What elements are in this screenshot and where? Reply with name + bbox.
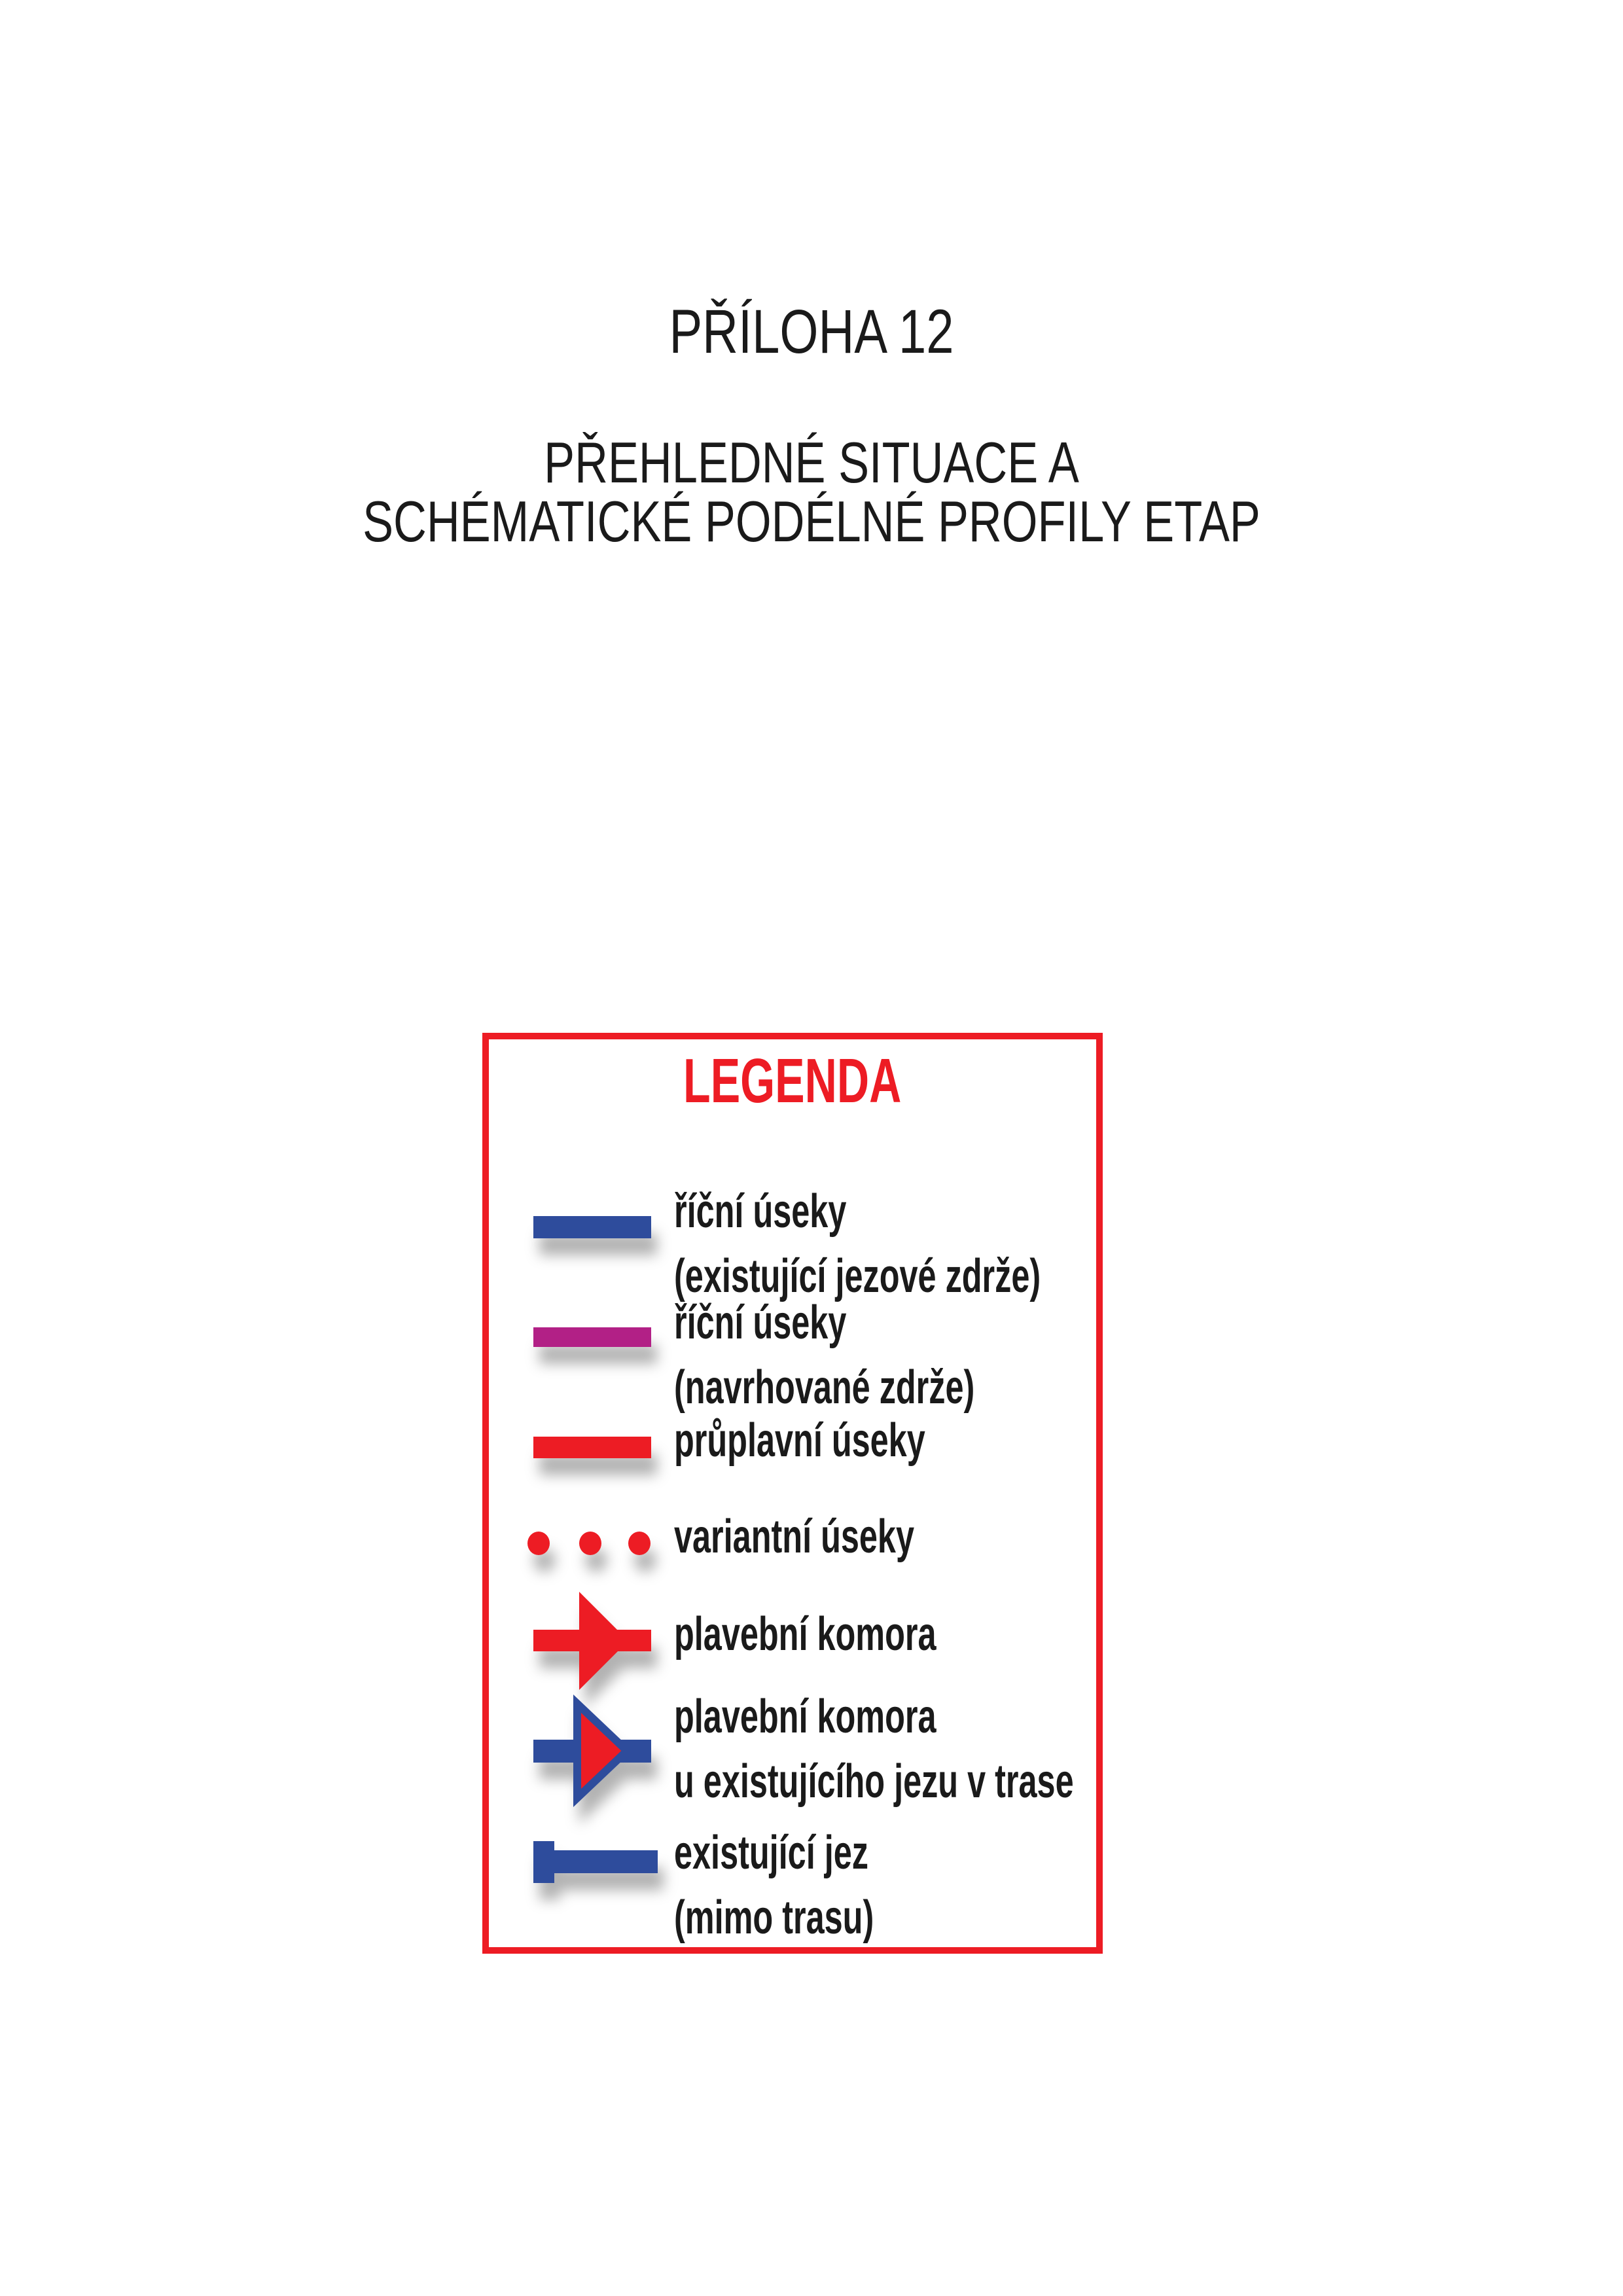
legend-label-line: (existující jezové zdrže) bbox=[674, 1250, 1041, 1302]
legend-label-line: (mimo trasu) bbox=[674, 1892, 874, 1944]
lock-arrow-icon bbox=[530, 1587, 654, 1695]
legend-label-line: říční úseky bbox=[674, 1297, 847, 1349]
legend-symbol-canal-bar bbox=[533, 1437, 651, 1458]
legend-symbol-existing-weir bbox=[530, 1836, 661, 1892]
legend-label-line: existující jez bbox=[674, 1827, 868, 1879]
legend-heading bbox=[489, 1046, 1096, 1116]
legend-symbol-river-existing-bar bbox=[533, 1216, 651, 1238]
legend-label-line: plavební komora bbox=[674, 1608, 936, 1660]
legend-symbol-variant-dot bbox=[628, 1532, 651, 1555]
existing-weir-icon bbox=[530, 1836, 661, 1892]
legend-heading-text: LEGENDA bbox=[683, 1046, 902, 1116]
legend-symbol-lock-at-weir-arrow bbox=[530, 1698, 654, 1803]
legend-symbol-lock-arrow bbox=[530, 1587, 654, 1695]
legend-row bbox=[674, 1408, 925, 1473]
legend-row bbox=[674, 1602, 936, 1667]
subtitle-line-2: SCHÉMATICKÉ PODÉLNÉ PROFILY ETAP bbox=[363, 489, 1260, 554]
legend-symbol-river-proposed-bar bbox=[533, 1327, 651, 1347]
legend-label-line: (navrhované zdrže) bbox=[674, 1361, 975, 1414]
legend-symbol-variant-dot bbox=[579, 1532, 601, 1555]
subtitle-line-1: PŘEHLEDNÉ SITUACE A bbox=[544, 430, 1079, 495]
legend-label-line: říční úseky bbox=[674, 1185, 847, 1238]
legend-label-line: variantní úseky bbox=[674, 1511, 914, 1563]
legend-row bbox=[674, 1291, 974, 1420]
page-subtitle bbox=[162, 430, 1461, 554]
legend-row bbox=[674, 1179, 1041, 1309]
lock-at-weir-icon bbox=[530, 1698, 654, 1803]
page-title: PŘÍLOHA 12 bbox=[669, 297, 954, 367]
legend-label-line: u existujícího jezu v trase bbox=[674, 1755, 1074, 1808]
legend-box bbox=[482, 1033, 1103, 1954]
legend-label-line: průplavní úseky bbox=[674, 1414, 925, 1467]
legend-symbol-variant-dot bbox=[527, 1532, 550, 1555]
legend-row bbox=[674, 1685, 1074, 1814]
legend-label-line: plavební komora bbox=[674, 1691, 936, 1743]
legend-row bbox=[674, 1821, 874, 1950]
legend-row bbox=[674, 1505, 914, 1570]
